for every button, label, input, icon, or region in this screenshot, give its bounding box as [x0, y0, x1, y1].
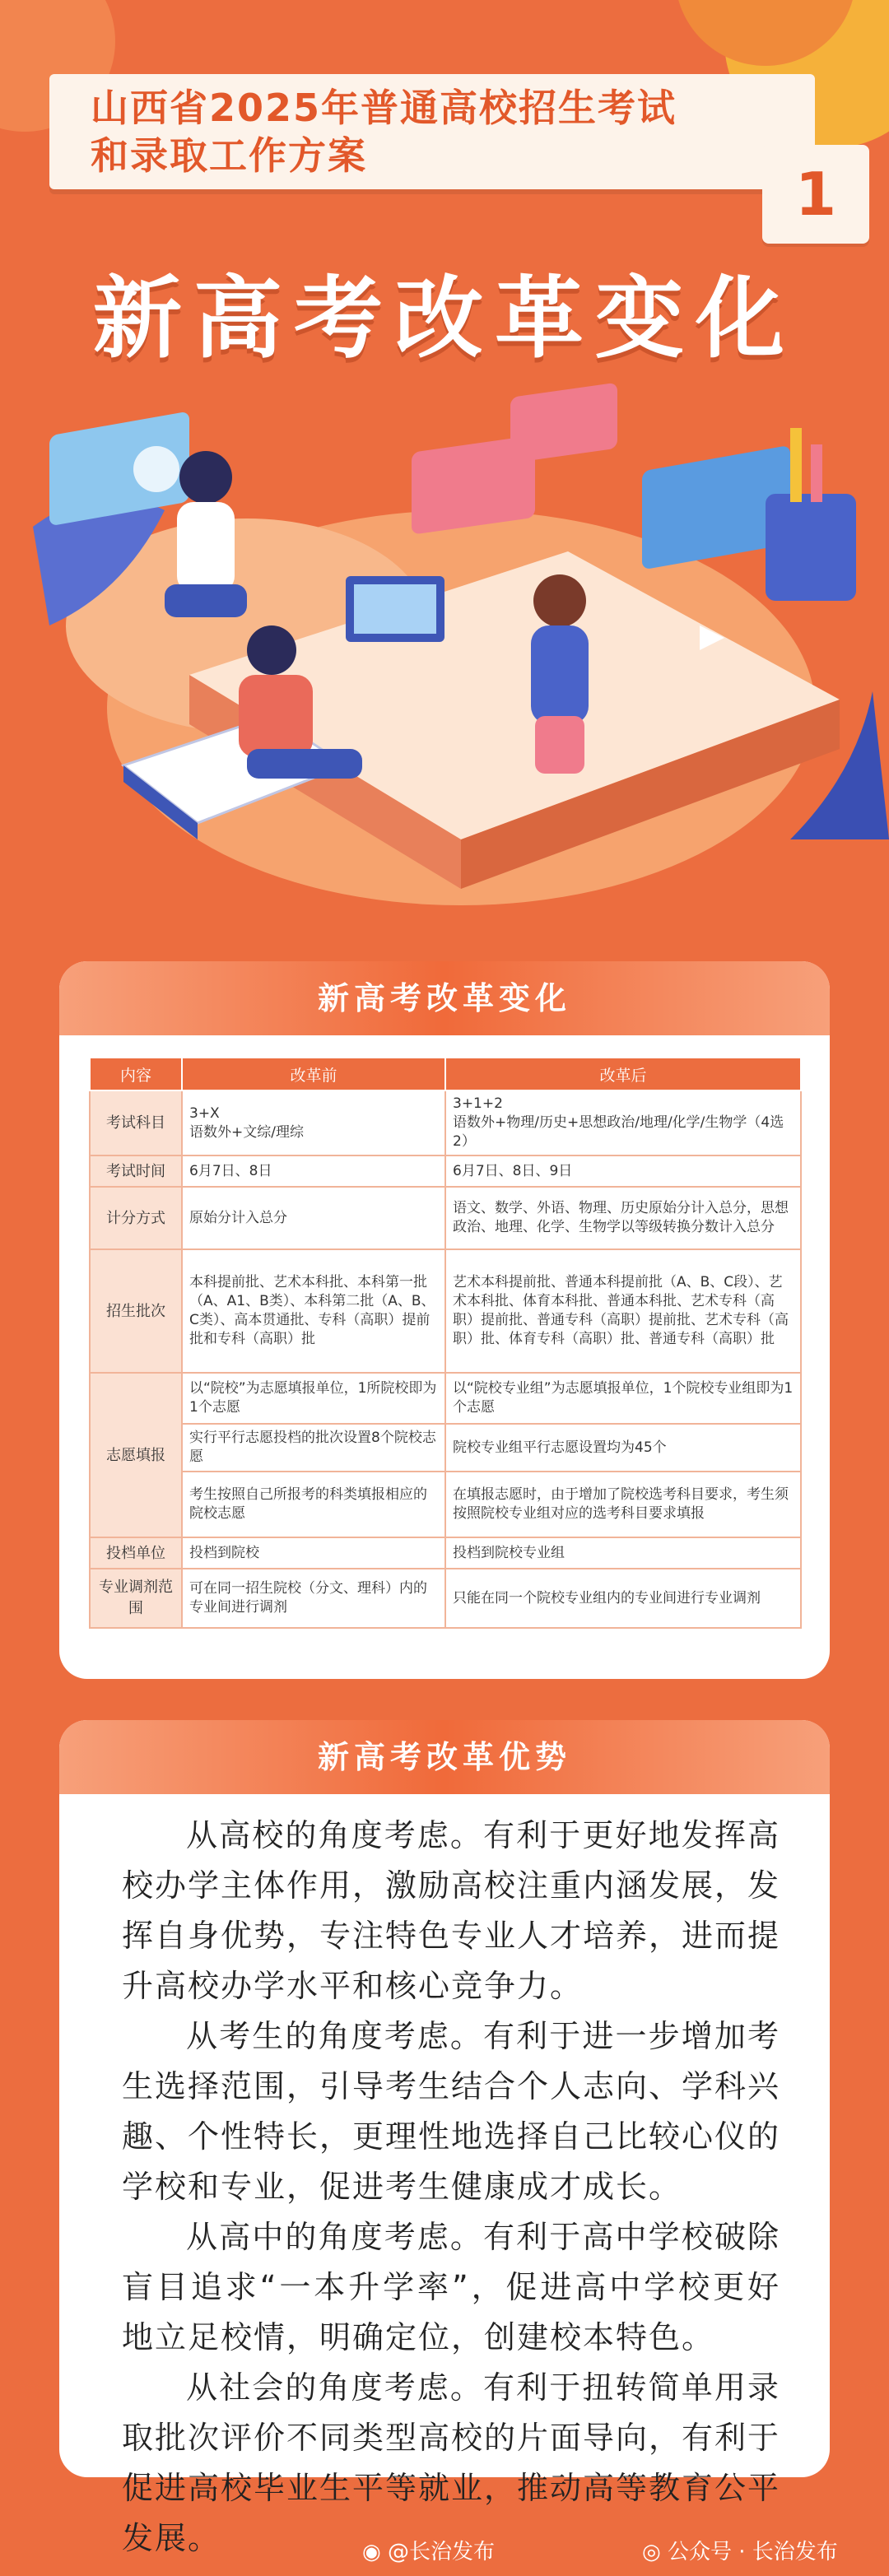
- wechat-account: 公众号 · 长治发布: [667, 2540, 838, 2564]
- page-number-badge: 1: [762, 145, 869, 244]
- table-row: [90, 1537, 801, 1569]
- row-label: 专业调剂范围: [90, 1569, 182, 1628]
- header-title: 山西省2025年普通高校招生考试和录取工作方案: [91, 86, 677, 178]
- table-row: [90, 1569, 801, 1628]
- cell-after: 3+1+2 语数外+物理/历史+思想政治/地理/化学/生物学（4选2）: [445, 1090, 801, 1155]
- column-header-after: 改革后: [445, 1058, 801, 1090]
- row-label: 考试科目: [90, 1090, 182, 1155]
- cell-after: 在填报志愿时，由于增加了院校选考科目要求，考生须按照院校专业组对应的选考科目要求填报: [445, 1472, 801, 1537]
- table-row: [90, 1249, 801, 1373]
- table-row: [90, 1187, 801, 1249]
- row-label: 计分方式: [90, 1187, 182, 1249]
- cell-before: 可在同一招生院校（分文、理科）内的专业间进行调剂: [182, 1569, 445, 1628]
- cell-after: 语文、数学、外语、物理、历史原始分计入总分，思想政治、地理、化学、生物学以等级转换分数计入总分: [445, 1187, 801, 1249]
- table-row: [90, 1373, 801, 1424]
- cell-before: 本科提前批、艺术本科批、本科第一批（A、A1、B类）、本科第二批（A、B、C类）、高本贯通批、专科（高职）提前批和专科（高职）批: [182, 1249, 445, 1373]
- row-label: 考试时间: [90, 1155, 182, 1187]
- students-study-illustration: [0, 379, 889, 938]
- wechat-icon: ◎: [642, 2540, 661, 2564]
- cell-before: 投档到院校: [182, 1537, 445, 1569]
- cell-before: 6月7日、8日: [182, 1155, 445, 1187]
- table-row: [90, 1424, 801, 1472]
- advantage-paragraph-society: 从社会的角度考虑。有利于扭转简单用录取批次评价不同类型高校的片面导向，有利于促进高校毕业生平等就业，推动高等教育公平发展。: [122, 2369, 781, 2556]
- cell-before: 以“院校”为志愿填报单位，1所院校即为1个志愿: [182, 1373, 445, 1424]
- table-row: [90, 1155, 801, 1187]
- weibo-watermark: [362, 2535, 495, 2565]
- reform-changes-heading: 新高考改革变化: [59, 961, 830, 1035]
- advantage-paragraph-students: 从考生的角度考虑。有利于进一步增加考生选择范围，引导考生结合个人志向、学科兴趣、个性特长，更理性地选择自己比较心仪的学校和专业，促进考生健康成才成长。: [122, 2018, 781, 2205]
- row-label: 招生批次: [90, 1249, 182, 1373]
- weibo-handle: @长治发布: [387, 2540, 495, 2564]
- cell-after: 只能在同一个院校专业组内的专业间进行专业调剂: [445, 1569, 801, 1628]
- wechat-watermark: [642, 2535, 838, 2565]
- table-header-row: [90, 1058, 801, 1090]
- cell-before: 考生按照自己所报考的科类填报相应的院校志愿: [182, 1472, 445, 1537]
- cell-before: 原始分计入总分: [182, 1187, 445, 1249]
- header-panel: [49, 74, 815, 189]
- advantage-paragraph-universities: 从高校的角度考虑。有利于更好地发挥高校办学主体作用，激励高校注重内涵发展，发挥自身优势，专注特色专业人才培养，进而提升高校办学水平和核心竞争力。: [122, 1817, 781, 2004]
- cell-after: 以“院校专业组”为志愿填报单位，1个院校专业组即为1个志愿: [445, 1373, 801, 1424]
- reform-comparison-table: [89, 1057, 802, 1629]
- reform-changes-card: [59, 961, 830, 1679]
- advantage-paragraph-high-schools: 从高中的角度考虑。有利于高中学校破除盲目追求“一本升学率”，促进高中学校更好地立足校情，明确定位，创建校本特色。: [122, 2219, 780, 2355]
- cell-before: 实行平行志愿投档的批次设置8个院校志愿: [182, 1424, 445, 1472]
- main-title: 新高考改革变化: [92, 267, 796, 370]
- cell-before: 3+X 语数外+文综/理综: [182, 1090, 445, 1155]
- cell-after: 投档到院校专业组: [445, 1537, 801, 1569]
- weibo-icon: ◉: [362, 2540, 381, 2564]
- reform-advantages-heading: 新高考改革优势: [59, 1720, 830, 1794]
- row-label: 投档单位: [90, 1537, 182, 1569]
- table-row: [90, 1472, 801, 1537]
- column-header-before: 改革前: [182, 1058, 445, 1090]
- cell-after: 院校专业组平行志愿设置均为45个: [445, 1424, 801, 1472]
- cell-after: 艺术本科提前批、普通本科提前批（A、B、C段）、艺术本科批、体育本科批、普通本科批、艺术专科（高职）提前批、普通专科（高职）提前批、艺术专科（高职）批、体育专科（高职）批、普通专科（高职）批: [445, 1249, 801, 1373]
- column-header-content: 内容: [90, 1058, 182, 1090]
- cell-after: 6月7日、8日、9日: [445, 1155, 801, 1187]
- table-row: [90, 1090, 801, 1155]
- row-label: 志愿填报: [90, 1373, 182, 1537]
